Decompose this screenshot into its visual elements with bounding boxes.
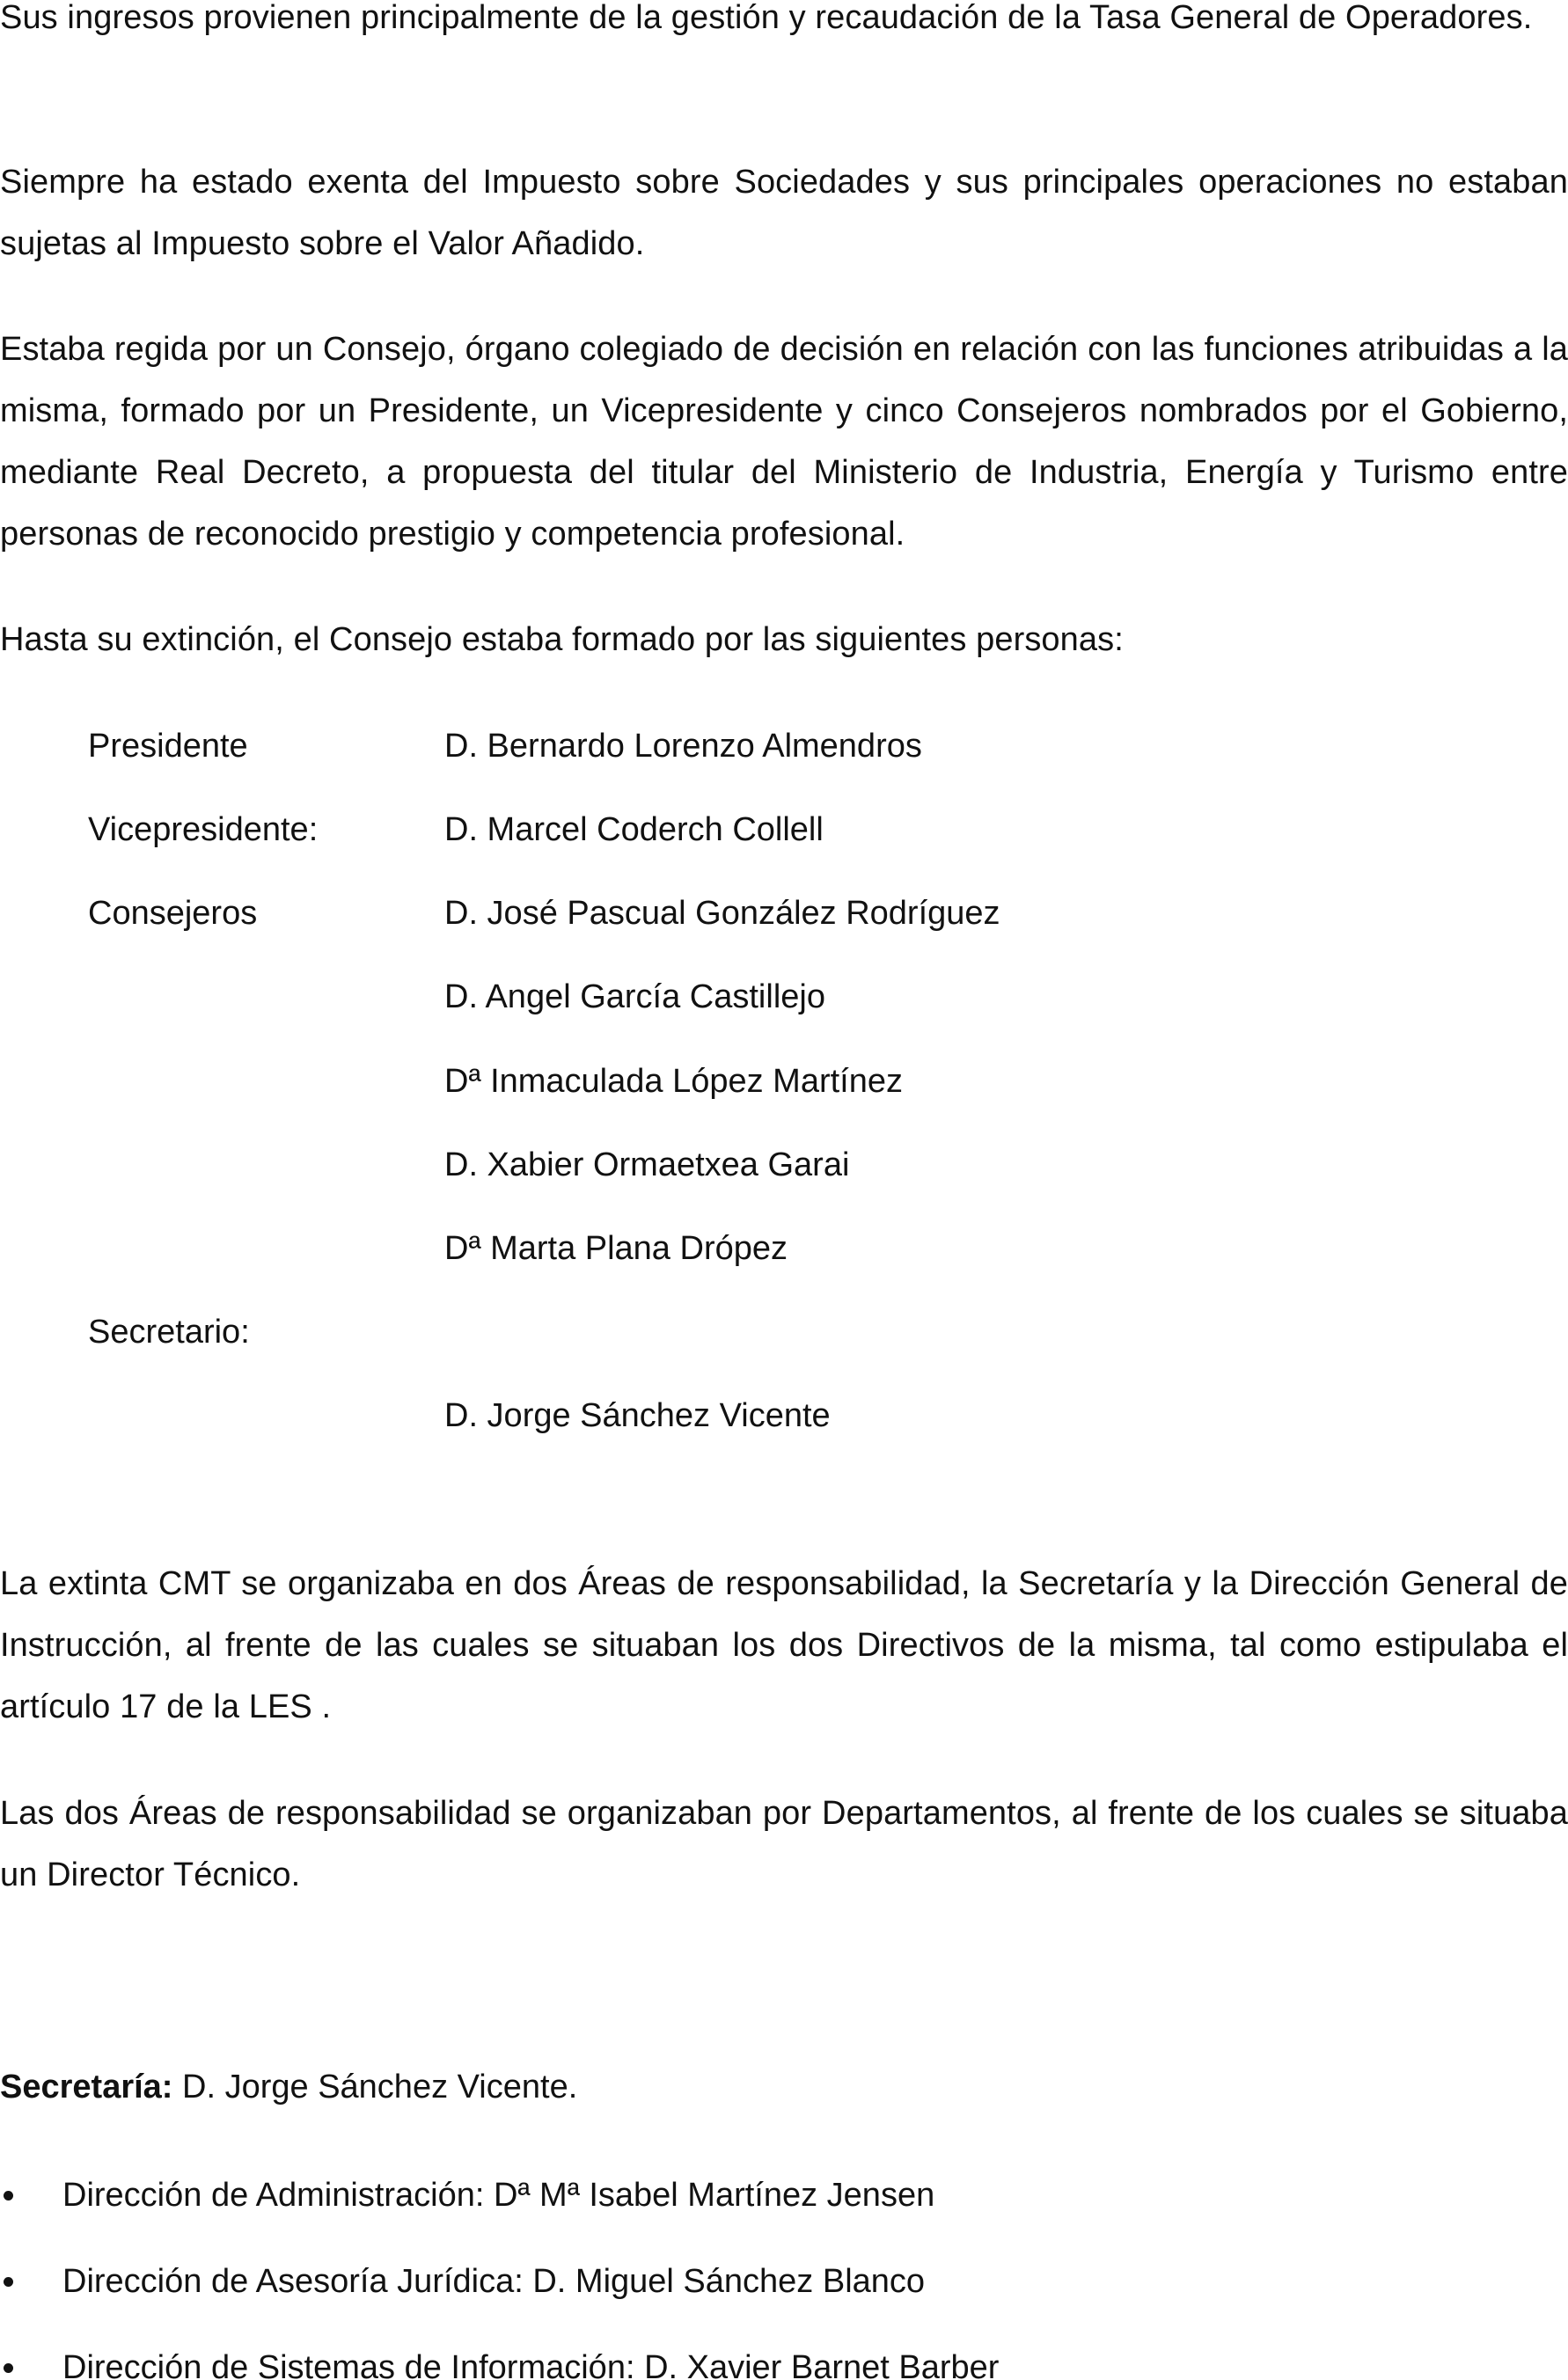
label-secretario: Secretario: xyxy=(88,1314,250,1351)
paragraph-exenta: Siempre ha estado exenta del Impuesto sobre Sociedades y sus principales operaciones no estaban sujetas al Impuesto sobre el Valor Añadido. xyxy=(0,164,1568,262)
label-consejeros: Consejeros xyxy=(88,895,258,932)
list-item xyxy=(0,2251,1568,2312)
name-consejero-3: Dª Inmaculada López Martínez xyxy=(444,1063,903,1100)
direction-administracion: Dirección de Administración: Dª Mª Isabel Martínez Jensen xyxy=(62,2177,935,2214)
paragraph-consejo: Estaba regida por un Consejo, órgano colegiado de decisión en relación con las funciones atribuidas a la misma, formado por un Presidente, un Vicepresidente y cinco Consejeros nombrados por el Gobierno, mediante Real Decreto, a propuesta del titular del Ministerio de Industria, Energía y Turismo entre personas de reconocido prestigio y competencia profesional. xyxy=(0,331,1568,553)
paragraph-hasta-extincion: Hasta su extinción, el Consejo estaba formado por las siguientes personas: xyxy=(0,621,1124,658)
name-consejero-5: Dª Marta Plana Drópez xyxy=(444,1230,788,1267)
name-consejero-1: D. José Pascual González Rodríguez xyxy=(444,895,1000,932)
label-presidente: Presidente xyxy=(88,728,248,765)
secretaria-head-name: D. Jorge Sánchez Vicente. xyxy=(172,2069,578,2105)
paragraph-ingresos: Sus ingresos provienen principalmente de la gestión y recaudación de la Tasa General de Operadores. xyxy=(0,0,1533,36)
bullet-icon xyxy=(4,2277,13,2287)
list-item xyxy=(0,2337,1568,2380)
name-presidente: D. Bernardo Lorenzo Almendros xyxy=(444,728,922,765)
name-consejero-2: D. Angel García Castillejo xyxy=(444,978,825,1015)
bullet-icon xyxy=(4,2363,13,2373)
list-item xyxy=(0,2164,1568,2226)
name-secretario: D. Jorge Sánchez Vicente xyxy=(444,1397,831,1434)
paragraph-organizacion: La extinta CMT se organizaba en dos Áreas de responsabilidad, la Secretaría y la Dirección General de Instrucción, al frente de las cuales se situaban los dos Directivos de la misma, tal como estipulaba el artículo 17 de la LES . xyxy=(0,1565,1568,1725)
bullet-icon xyxy=(4,2191,13,2201)
direction-sistemas-informacion: Dirección de Sistemas de Información: D. Xavier Barnet Barber xyxy=(62,2349,1000,2380)
name-consejero-4: D. Xabier Ormaetxea Garai xyxy=(444,1146,850,1183)
name-vicepresidente: D. Marcel Coderch Collell xyxy=(444,811,824,848)
paragraph-departamentos: Las dos Áreas de responsabilidad se organizaban por Departamentos, al frente de los cuales se situaba un Director Técnico. xyxy=(0,1795,1568,1893)
secretaria-heading: Secretaría: xyxy=(0,2069,173,2105)
direction-asesoria-juridica: Dirección de Asesoría Jurídica: D. Miguel Sánchez Blanco xyxy=(62,2263,926,2300)
label-vicepresidente: Vicepresidente: xyxy=(88,811,319,848)
secretaria-heading-line xyxy=(0,2056,577,2118)
